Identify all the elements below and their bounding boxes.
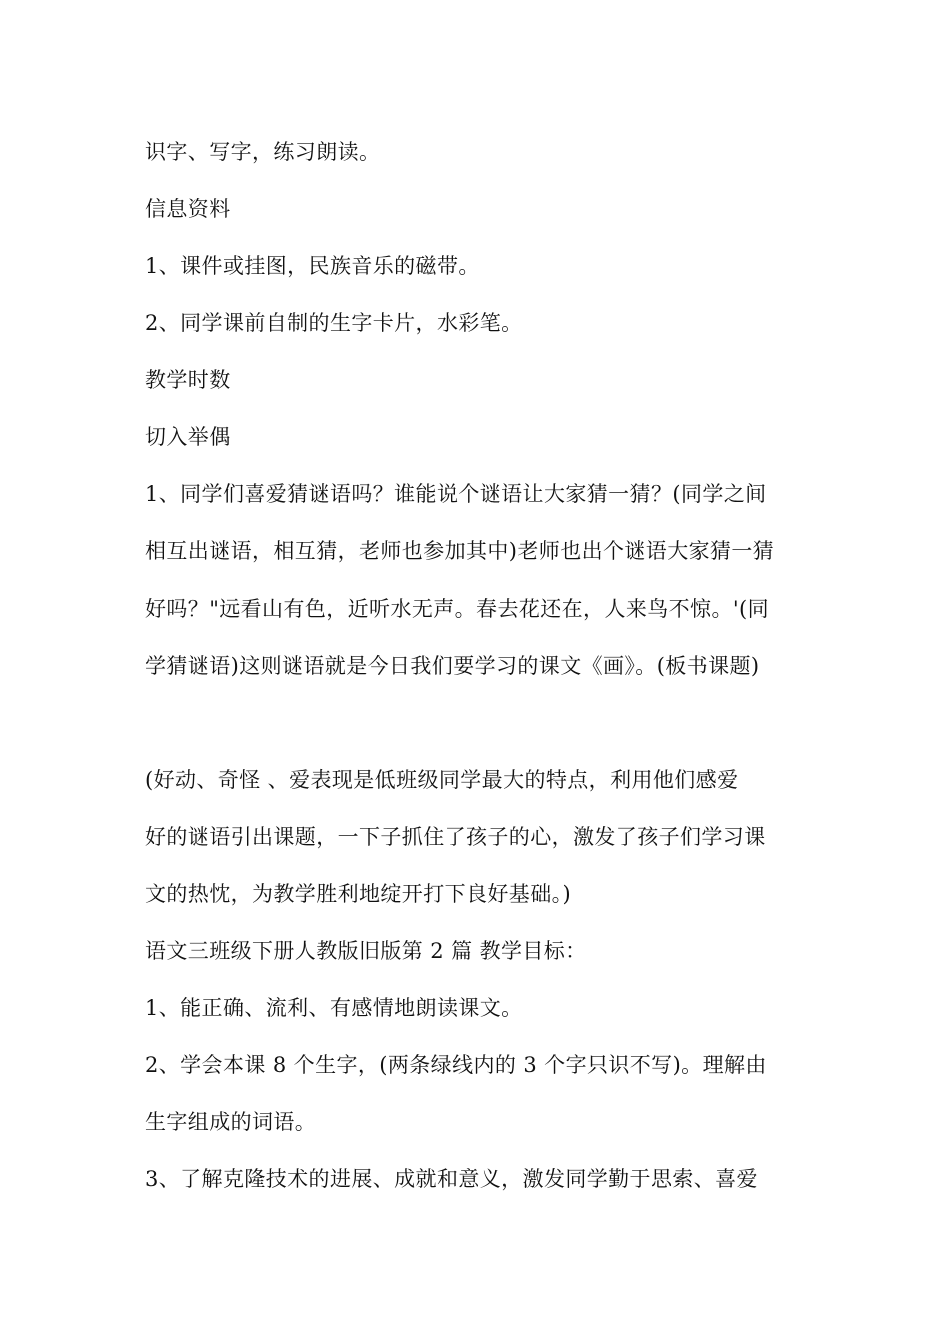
text-line: 2、同学课前自制的生字卡片，水彩笔。 [145,311,523,335]
text-line: 好的谜语引出课题，一下子抓住了孩子的心，激发了孩子们学习课 [145,825,766,849]
text-line: 3、了解克隆技术的进展、成就和意义，激发同学勤于思索、喜爱 [145,1167,758,1191]
text-line: 识字、写字，练习朗读。 [145,140,381,164]
text-line: 学猜谜语)这则谜语就是今日我们要学习的课文《画》。(板书课题) [145,654,760,678]
text-line: 好吗？"远看山有色，近听水无声。春去花还在，人来鸟不惊。'(同 [145,597,770,621]
section-heading: 信息资料 [145,197,231,221]
section-heading: 语文三班级下册人教版旧版第 2 篇 教学目标： [145,939,587,963]
section-heading: 教学时数 [145,368,231,392]
text-line: 2、学会本课 8 个生字，(两条绿线内的 3 个字只识不写)。理解由 [145,1053,767,1077]
text-line: (好动、奇怪 、爱表现是低班级同学最大的特点，利用他们感爱 [145,768,739,792]
section-heading: 切入举偶 [145,425,231,449]
text-line: 文的热忱，为教学胜利地绽开打下良好基础。) [145,882,572,906]
text-line: 1、同学们喜爱猜谜语吗？谁能说个谜语让大家猜一猜？(同学之间 [145,482,767,506]
text-line: 生字组成的词语。 [145,1110,317,1134]
text-line: 1、课件或挂图，民族音乐的磁带。 [145,254,480,278]
text-line: 相互出谜语，相互猜，老师也参加其中)老师也出个谜语大家猜一猜 [145,539,775,563]
text-line: 1、能正确、流利、有感情地朗读课文。 [145,996,523,1020]
